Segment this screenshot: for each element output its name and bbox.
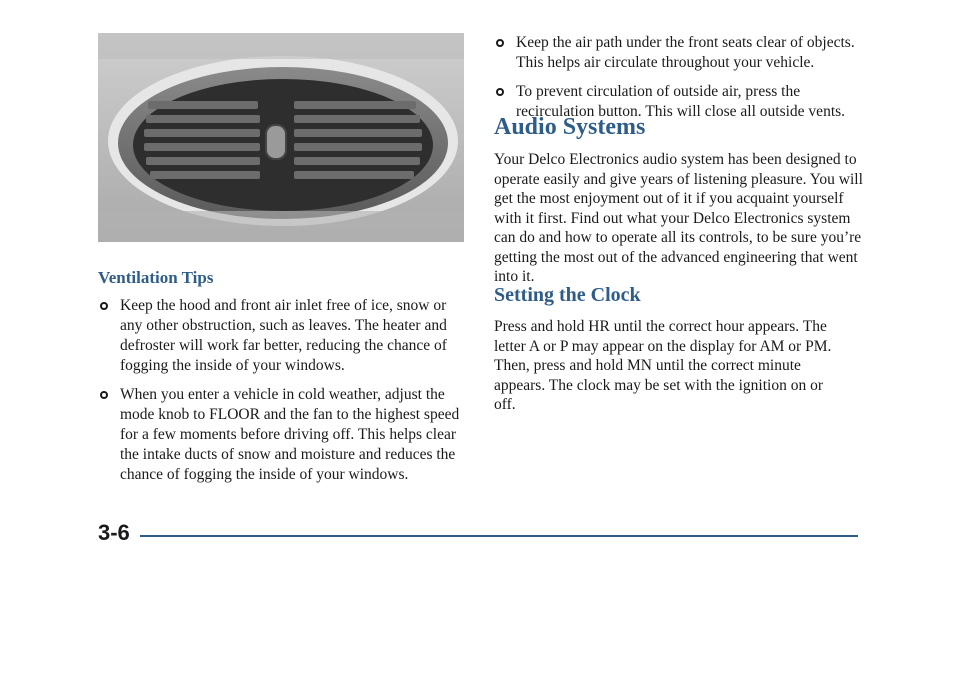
list-item: [98, 385, 468, 485]
audio-systems-title: Audio Systems: [494, 114, 646, 140]
list-item-text: To prevent circulation of outside air, press the recirculation button. This will close all outside vents.: [516, 83, 846, 120]
list-item: [98, 296, 468, 376]
page-number: 3-6: [98, 520, 130, 545]
footer-rule: [140, 535, 858, 537]
setting-clock-text: Press and hold HR until the correct hour appears. The letter A or P may appear on the display for AM or PM. Then, press and hold MN until the correct minute appears. The clock may be set with the ignition on or off.: [494, 318, 832, 413]
air-vent-photo: [98, 33, 464, 242]
air-vent-illustration: [98, 33, 464, 242]
list-item-text: When you enter a vehicle in cold weather, adjust the mode knob to FLOOR and the fan to the highest speed for a few moments before driving off. This helps clear the intake ducts of snow and moisture and reduces the chance of fogging the inside of your windows.: [120, 386, 460, 483]
list-item-text: Keep the hood and front air inlet free of ice, snow or any other obstruction, such as leaves. The heater and defroster will work far better, reducing the chance of fogging the inside of your windows.: [120, 297, 447, 374]
bullet-icon: [496, 39, 504, 47]
ventilation-tips-list: [98, 296, 468, 494]
setting-clock-title: Setting the Clock: [494, 284, 641, 306]
bullet-icon: [496, 88, 504, 96]
audio-systems-text: Your Delco Electronics audio system has been designed to operate easily and give years of listening pleasure. You will get the most enjoyment out of it if you acquaint yourself with it first. Find out what your Delco Electronics system can do and how to operate all its controls, to be sure you’re getting the most out of the advanced engineering that went into it.: [494, 151, 863, 285]
list-item-text: Keep the air path under the front seats clear of objects. This helps air circulate throughout your vehicle.: [516, 34, 855, 71]
ventilation-tips-heading: Ventilation Tips: [98, 268, 214, 287]
bullet-icon: [100, 302, 108, 310]
bullet-icon: [100, 391, 108, 399]
list-item: [494, 33, 874, 73]
